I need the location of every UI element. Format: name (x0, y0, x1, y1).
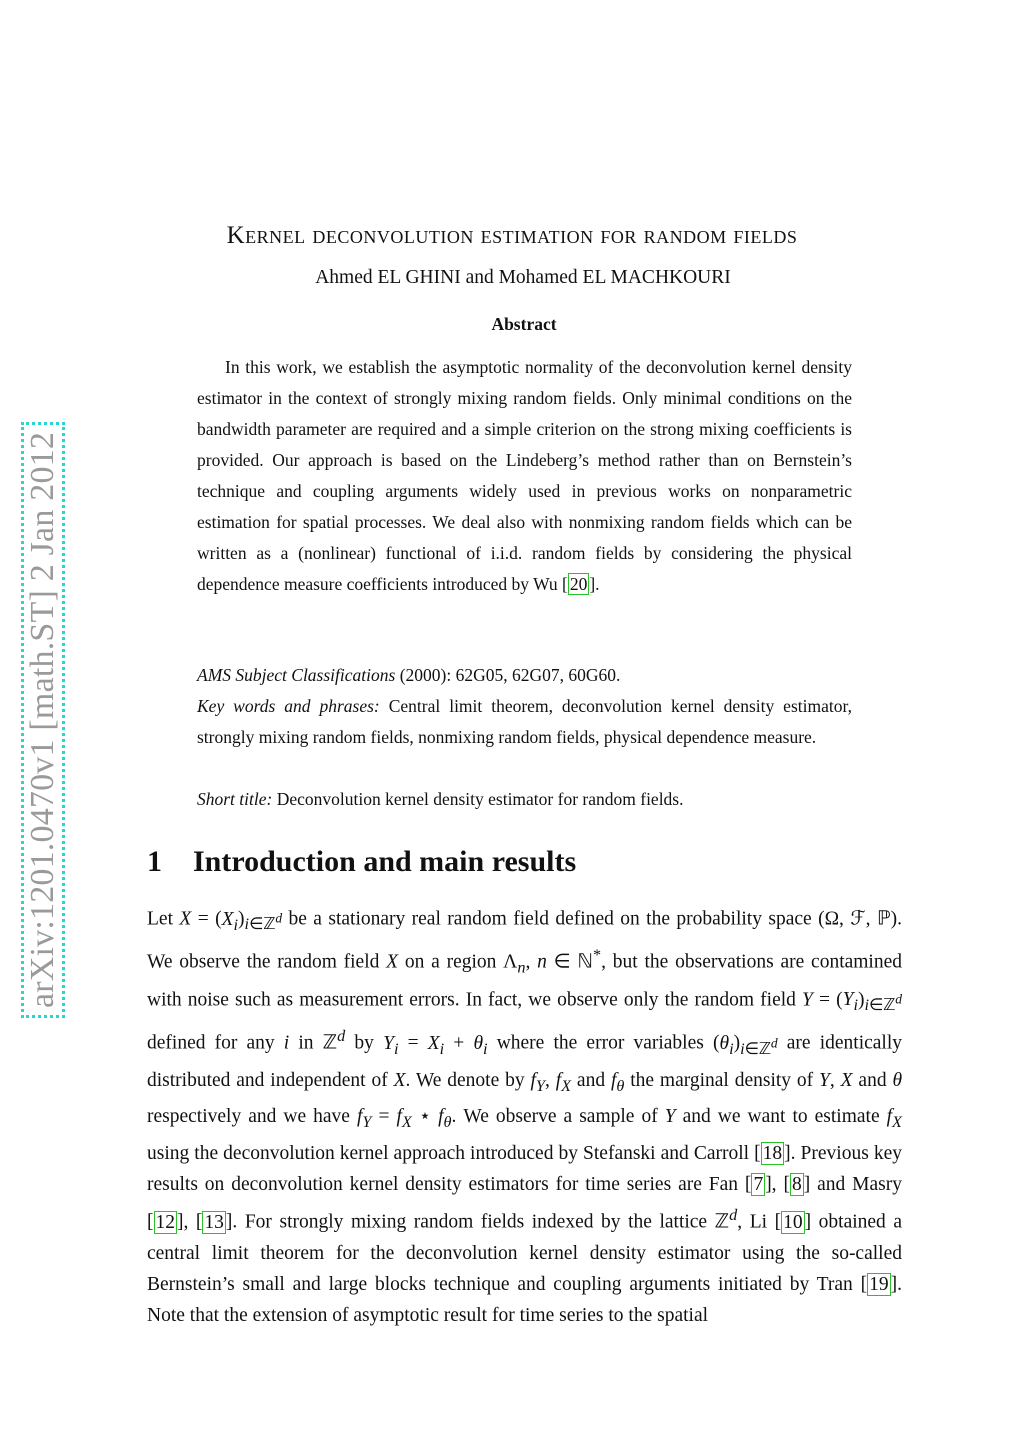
citation-link[interactable]: 19 (869, 1273, 889, 1295)
section-number: 1 (147, 845, 162, 878)
keywords (197, 691, 852, 753)
section-title: Introduction and main results (193, 845, 577, 878)
intro-paragraph: Let $X = (X_i)_{i\in ℤ^d}$ be a stationary real random field defined on the probability space (Ω, ℱ, ℙ). We observe the random field X on a region $\Lambda_n$, n ∈ ℕ*, but the observations are contamined with noise such as measurement errors. In fact, we observe only the random field $Y = (Y_i)_{i\in ℤ^d}$ defined for any i in ℤ$^d$ by $Y_i = X_i + \theta_i$ where the error variables $(\theta_i)_{i\in ℤ^d}$ are identically distributed and independent of X. We denote by $f_Y$, $f_X$ and $f_\theta$ the marginal density of Y, X and θ respectively and we have $f_Y = f_X$ ⋆ $f_\theta$. We observe a sample of Y and we want to estimate $f_X$ using the deconvolution kernel approach introduced by Stefanski and Carroll [ 18 ]. Previous key results on deconvolution kernel density estimators for time series are Fan [ 7 ], [ 8 ] and Masry [ 12 ], [ 13 ]. For strongly mixing random fields indexed by the lattice ℤ$^d$, Li [ 10 ] obtained a central limit theorem for the deconvolution kernel density estimator using the so-called Bernstein’s small and large blocks technique and coupling arguments initiated by Tran [ 19 ]. Note that the extension of asymptotic result for time series to the spatial (147, 908, 903, 1326)
keywords-label: Key words and phrases: (197, 696, 380, 716)
authors: Ahmed EL GHINI and Mohamed EL MACHKOURI (315, 267, 731, 288)
arxiv-stamp[interactable]: arXiv:1201.0470v1 [math.ST] 2 Jan 2012 (24, 431, 61, 1009)
section-heading (147, 845, 576, 879)
short-title-text: Deconvolution kernel density estimator for random fields. (276, 789, 684, 809)
citation-link[interactable]: 13 (204, 1211, 224, 1233)
citation-link[interactable]: 10 (783, 1211, 803, 1233)
ams-label: AMS Subject Classifications (197, 665, 396, 685)
short-title-label: Short title: (197, 789, 273, 809)
citation-link[interactable]: 18 (762, 1143, 783, 1165)
short-title (197, 784, 852, 815)
citation-link[interactable]: 8 (791, 1174, 802, 1196)
citation-link[interactable]: 12 (155, 1211, 175, 1233)
ams-text: (2000): 62G05, 62G07, 60G60. (399, 665, 621, 685)
abstract-text: In this work, we establish the asymptotic normality of the deconvolution kernel density estimator in the context of strongly mixing random fields. Only minimal conditions on the bandwidth parameter are required and a simple criterion on the strong mixing coefficients is provided. Our approach is based on the Lindeberg’s method rather than on Bernstein’s technique and coupling arguments widely used in previous works on nonparametric estimation for spatial processes. We deal also with nonmixing random fields which can be written as a (nonlinear) functional of i.i.d. random fields by considering the physical dependence measure coefficients introduced by Wu (197, 357, 852, 594)
abstract-heading: Abstract (491, 314, 557, 334)
citation-link[interactable]: 20 (569, 574, 588, 594)
paper-title: Kernel deconvolution estimation for random fields (226, 222, 798, 249)
abstract-body: In this work, we establish the asymptotic normality of the deconvolution kernel density estimator in the context of strongly mixing random fields. Only minimal conditions on the bandwidth parameter are required and a simple criterion on the strong mixing coefficients is provided. Our approach is based on the Lindeberg’s method rather than on Bernstein’s technique and coupling arguments widely used in previous works on nonparametric estimation for spatial processes. We deal also with nonmixing random fields which can be written as a (nonlinear) functional of i.i.d. random fields by considering the physical dependence measure coefficients introduced by Wu [ 20 ]. (197, 357, 852, 594)
ams-classification (197, 660, 852, 691)
citation-link[interactable]: 7 (753, 1174, 764, 1196)
keywords-text: Central limit theorem, deconvolution kernel density estimator, strongly mixing random fields, nonmixing random fields, physical dependence measure. (197, 696, 852, 747)
